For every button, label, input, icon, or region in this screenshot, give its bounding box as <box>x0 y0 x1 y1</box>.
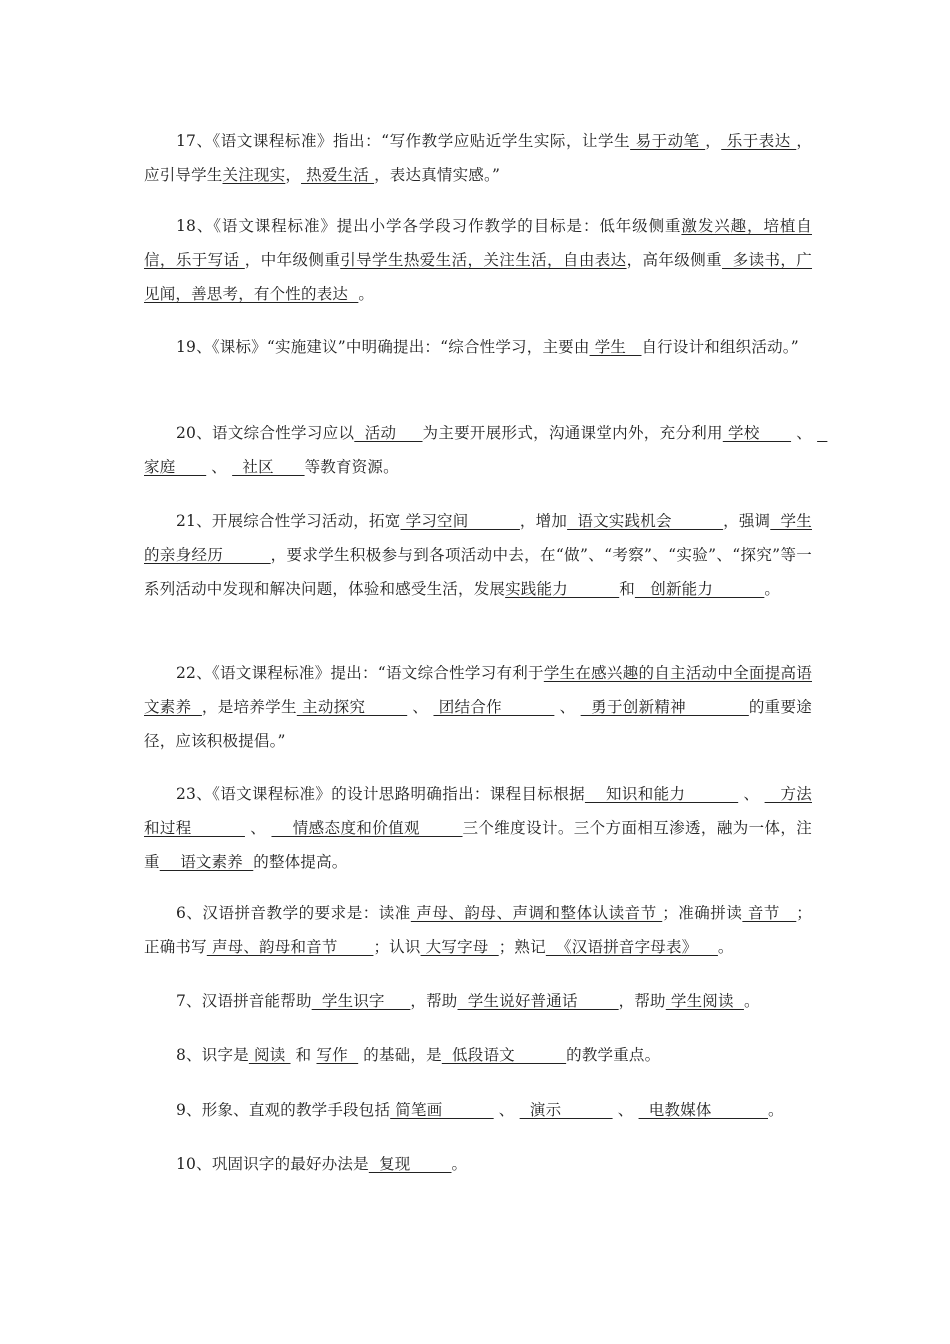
answer-blank: 勇于创新精神 <box>580 698 749 716</box>
answer-blank: 情感态度和价值观 <box>271 819 463 837</box>
item-21 <box>144 504 812 606</box>
question-text: 20、语文综合性学习应以 <box>176 424 355 442</box>
question-text: ，帮助 <box>410 992 458 1010</box>
answer-blank: 低段语文 <box>441 1046 567 1064</box>
answer-blank: 实践能力 <box>505 580 620 598</box>
question-text: 8、识字是 <box>176 1046 249 1064</box>
item-17 <box>144 124 812 192</box>
answer-blank: 活动 <box>354 424 423 442</box>
item-22 <box>144 656 812 758</box>
answer-blank: 演示 <box>519 1101 613 1119</box>
question-text: ，增加 <box>519 512 568 530</box>
answer-blank: 复现 <box>368 1155 452 1173</box>
answer-blank: 创新能力 <box>634 580 765 598</box>
question-text: 、 <box>206 458 233 476</box>
question-text: ；认识 <box>373 938 421 956</box>
question-text: 。 <box>451 1155 468 1173</box>
question-text: ，是培养学生 <box>201 698 297 716</box>
question-text: 为主要开展形式，沟通课堂内外，充分利用 <box>422 424 723 442</box>
answer-blank: 社区 <box>232 458 305 476</box>
question-text: 、 <box>791 424 818 442</box>
question-text: 、 <box>612 1101 639 1119</box>
question-text: 的教学重点。 <box>566 1046 661 1064</box>
answer-blank: 《汉语拼音字母表》 <box>545 938 718 956</box>
answer-blank: 主动探究 <box>296 698 408 716</box>
question-text: 18、《语文课程标准》提出小学各学段习作教学的目标是：低年级侧重 <box>176 217 682 235</box>
question-text: 、 <box>244 819 272 837</box>
item-10 <box>144 1147 812 1181</box>
question-text: 。 <box>743 992 760 1010</box>
answer-blank: 方法和过程 <box>144 785 812 837</box>
question-text: ，高年级侧重 <box>626 251 723 269</box>
question-text: 的基础，是 <box>358 1046 442 1064</box>
answer-blank: 热爱生活 <box>301 166 375 184</box>
answer-blank: 音节 <box>742 904 797 922</box>
question-text: 、 <box>554 698 581 716</box>
question-text: ，中年级侧重 <box>244 251 341 269</box>
item-19 <box>144 330 812 364</box>
item-6 <box>144 896 812 964</box>
answer-blank: 关注现实 <box>222 166 286 184</box>
answer-blank: 电教媒体 <box>638 1101 768 1119</box>
question-text: 的重要途径，应该积极提倡。” <box>144 698 812 750</box>
answer-blank: 多读书，广见闻，善思考，有个性的表达 <box>144 251 813 303</box>
question-text: 19、《课标》“实施建议”中明确提出：“综合性学习，主要由 <box>176 338 590 356</box>
item-20 <box>144 416 828 484</box>
answer-blank: 阅读 <box>248 1046 291 1064</box>
question-text: ， <box>285 166 302 184</box>
item-18 <box>144 209 812 311</box>
answer-blank: 声母、韵母和音节 <box>206 938 374 956</box>
answer-blank: 易于动笔 <box>630 132 706 150</box>
answer-blank: 学生说好普通话 <box>457 992 619 1010</box>
answer-blank: 学校 <box>722 424 792 442</box>
item-9 <box>144 1093 812 1127</box>
question-text: 。 <box>358 285 375 303</box>
question-text: 和 <box>290 1046 317 1064</box>
question-text: 。 <box>717 938 734 956</box>
question-text: 。 <box>764 580 781 598</box>
question-text: 、 <box>407 698 434 716</box>
answer-blank: 引导学生热爱生活，关注生活，自由表达 <box>340 251 627 269</box>
item-7 <box>144 984 812 1018</box>
answer-blank: 学生的亲身经历 <box>144 512 812 564</box>
answer-blank: 声母、韵母、声调和整体认读音节 <box>410 904 663 922</box>
question-text: ，要求学生积极参与到各项活动中去，在“做”、“考察”、“实验”、“探究”等一系列活动中发现和解决问题，体验和感受生活，发展 <box>144 546 812 598</box>
answer-blank: 家庭 <box>144 424 828 476</box>
answer-blank: 大写字母 <box>420 938 499 956</box>
question-text: 和 <box>619 580 635 598</box>
answer-blank: 写作 <box>316 1046 359 1064</box>
question-text: 17、《语文课程标准》指出：“写作教学应贴近学生实际，让学生 <box>176 132 631 150</box>
answer-blank: 简笔画 <box>390 1101 494 1119</box>
question-text: 、 <box>738 785 765 803</box>
question-text: 等教育资源。 <box>304 458 399 476</box>
item-23 <box>144 777 812 879</box>
question-text: 6、汉语拼音教学的要求是：读准 <box>176 904 411 922</box>
question-text: ；正确书写 <box>144 904 812 956</box>
question-text: ， <box>705 132 722 150</box>
question-text: 7、汉语拼音能帮助 <box>176 992 312 1010</box>
answer-blank: 乐于表达 <box>721 132 797 150</box>
answer-blank: 知识和能力 <box>584 785 739 803</box>
answer-blank: 激发兴趣，培植自信，乐于写话 <box>144 217 812 269</box>
question-text: ；熟记 <box>498 938 546 956</box>
answer-blank: 团结合作 <box>433 698 555 716</box>
question-text: 。 <box>768 1101 784 1119</box>
answer-blank: 语文素养 <box>159 853 254 871</box>
answer-blank: 学习空间 <box>400 512 520 530</box>
answer-blank: 学生在感兴趣的自主活动中全面提高语文素养 <box>144 664 812 716</box>
question-text: 21、开展综合性学习活动，拓宽 <box>176 512 401 530</box>
question-text: 的整体提高。 <box>253 853 348 871</box>
question-text: ；准确拼读 <box>662 904 743 922</box>
answer-blank: 语文实践机会 <box>567 512 724 530</box>
question-text: ，表达真情实感。” <box>374 166 501 184</box>
question-text: ，应引导学生 <box>144 132 813 184</box>
question-text: 23、《语文课程标准》的设计思路明确指出：课程目标根据 <box>176 785 585 803</box>
question-text: 10、巩固识字的最好办法是 <box>176 1155 369 1173</box>
question-text: 9、形象、直观的教学手段包括 <box>176 1101 391 1119</box>
answer-blank: 学生识字 <box>311 992 411 1010</box>
item-8 <box>144 1038 812 1072</box>
question-text: 三个维度设计。三个方面相互渗透，融为一体，注重 <box>144 819 813 871</box>
question-text: ，强调 <box>723 512 771 530</box>
question-text: ，帮助 <box>618 992 666 1010</box>
answer-blank: 学生阅读 <box>665 992 744 1010</box>
question-text: 、 <box>493 1101 520 1119</box>
question-text: 22、《语文课程标准》提出：“语文综合性学习有利于 <box>176 664 544 682</box>
question-text: 自行设计和组织活动。” <box>641 338 799 356</box>
answer-blank: 学生 <box>589 338 642 356</box>
